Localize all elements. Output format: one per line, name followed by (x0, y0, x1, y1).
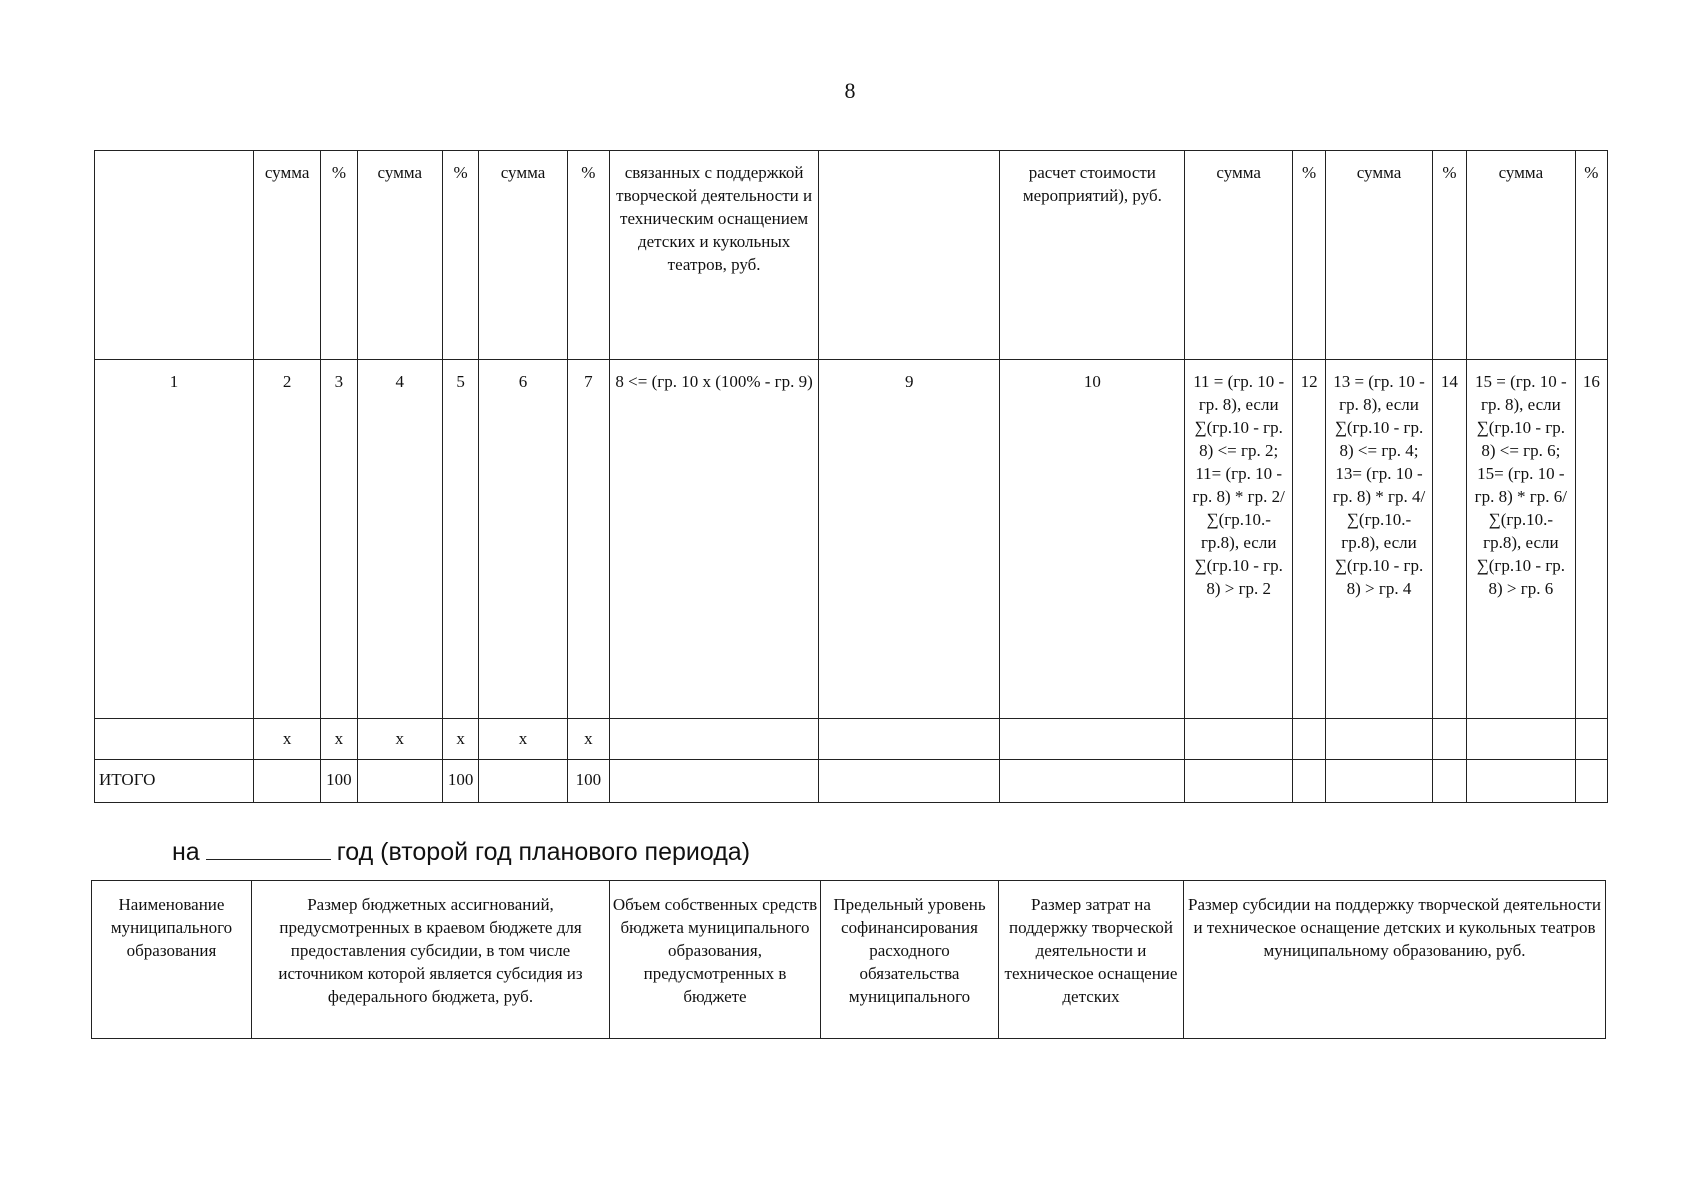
formula-cell: 11 = (гр. 10 - гр. 8), если ∑(гр.10 - гр. 8) <= гр. 2; 11= (гр. 10 - гр. 8) * гр. 2/ ∑(гр.10.- гр.8), если ∑(гр.10 - гр. 8) > гр. 2 (1185, 360, 1293, 719)
subtitle-prefix: на (172, 838, 200, 866)
table-cell (1467, 719, 1576, 760)
column-number-cell: 1 (95, 360, 254, 719)
table-cell: x (567, 719, 609, 760)
header-cell: сумма (1326, 151, 1433, 360)
table-cell: x (253, 719, 320, 760)
table-cell: x (321, 719, 357, 760)
column-number-cell: 3 (321, 360, 357, 719)
column-number-cell: 14 (1432, 360, 1466, 719)
header-cell: сумма (253, 151, 320, 360)
table-cell (1432, 760, 1466, 803)
header-cell: связанных с поддержкой творческой деятельности и техническим оснащением детских и кукольных театров, руб. (610, 151, 819, 360)
total-percent: 100 (567, 760, 609, 803)
table-cell (1293, 760, 1326, 803)
table-cell (1432, 719, 1466, 760)
page-number: 8 (844, 78, 856, 103)
column-number-cell: 5 (443, 360, 479, 719)
formula-cell: 13 = (гр. 10 - гр. 8), если ∑(гр.10 - гр. 8) <= гр. 4; 13= (гр. 10 - гр. 8) * гр. 4/ ∑(гр.10.- гр.8), если ∑(гр.10 - гр. 8) > гр. 4 (1326, 360, 1433, 719)
header-cell: сумма (1467, 151, 1576, 360)
table-cell (1326, 760, 1433, 803)
table-cell (1293, 719, 1326, 760)
table-cell (1575, 719, 1607, 760)
column-number-cell: 12 (1293, 360, 1326, 719)
header-cell: Размер бюджетных ассигнований, предусмотренных в краевом бюджете для предоставления субсидии, в том числе источником которой является субсидия из федерального бюджета, руб. (252, 881, 610, 1039)
header-cell: сумма (357, 151, 443, 360)
subtitle-suffix: год (второй год планового периода) (336, 838, 751, 866)
table-cell (1467, 760, 1576, 803)
column-number-cell: 10 (1000, 360, 1185, 719)
header-cell: % (321, 151, 357, 360)
column-number-cell: 6 (479, 360, 568, 719)
column-number-cell: 4 (357, 360, 443, 719)
period-subtitle (172, 838, 750, 867)
header-cell: Предельный уровень софинансирования расходного обязательства муниципального (821, 881, 999, 1039)
total-label: ИТОГО (95, 760, 254, 803)
table-cell: x (479, 719, 568, 760)
table-cell (610, 760, 819, 803)
column-number-row (95, 360, 1608, 719)
table-cell (819, 719, 1000, 760)
header-cell: % (1575, 151, 1607, 360)
table-cell (819, 760, 1000, 803)
header-cell: Размер затрат на поддержку творческой деятельности и техническое оснащение детских (999, 881, 1184, 1039)
formula-cell: 8 <= (гр. 10 x (100% - гр. 9) (610, 360, 819, 719)
header-cell: % (443, 151, 479, 360)
table-cell (1000, 760, 1185, 803)
table-cell (253, 760, 320, 803)
table-cell (610, 719, 819, 760)
table-cell (1185, 760, 1293, 803)
header-row (92, 881, 1606, 1039)
header-cell: расчет стоимости мероприятий), руб. (1000, 151, 1185, 360)
table-cell: x (357, 719, 443, 760)
table-cell (1575, 760, 1607, 803)
header-cell: сумма (1185, 151, 1293, 360)
table-cell (1185, 719, 1293, 760)
header-cell: % (567, 151, 609, 360)
header-cell: % (1293, 151, 1326, 360)
header-cell: сумма (479, 151, 568, 360)
column-number-cell: 2 (253, 360, 320, 719)
column-number-cell: 16 (1575, 360, 1607, 719)
formula-cell: 15 = (гр. 10 - гр. 8), если ∑(гр.10 - гр. 8) <= гр. 6; 15= (гр. 10 - гр. 8) * гр. 6/ ∑(гр.10.- гр.8), если ∑(гр.10 - гр. 8) > гр. 6 (1467, 360, 1576, 719)
total-percent: 100 (443, 760, 479, 803)
x-row (95, 719, 1608, 760)
allocation-table (94, 150, 1608, 803)
table-cell (479, 760, 568, 803)
table-cell (357, 760, 443, 803)
table-cell (1326, 719, 1433, 760)
header-cell: % (1432, 151, 1466, 360)
header-cell: Объем собственных средств бюджета муниципального образования, предусмотренных в бюджете (610, 881, 821, 1039)
header-cell (95, 151, 254, 360)
table-cell (95, 719, 254, 760)
header-row (95, 151, 1608, 360)
column-number-cell: 9 (819, 360, 1000, 719)
header-cell: Наименование муниципального образования (92, 881, 252, 1039)
column-number-cell: 7 (567, 360, 609, 719)
table-cell (1000, 719, 1185, 760)
total-row (95, 760, 1608, 803)
year-blank-line (206, 839, 331, 860)
header-cell (819, 151, 1000, 360)
second-period-table (91, 880, 1606, 1039)
header-cell: Размер субсидии на поддержку творческой деятельности и техническое оснащение детских и кукольных театров муниципальному образованию, руб. (1184, 881, 1606, 1039)
table-cell: x (443, 719, 479, 760)
total-percent: 100 (321, 760, 357, 803)
